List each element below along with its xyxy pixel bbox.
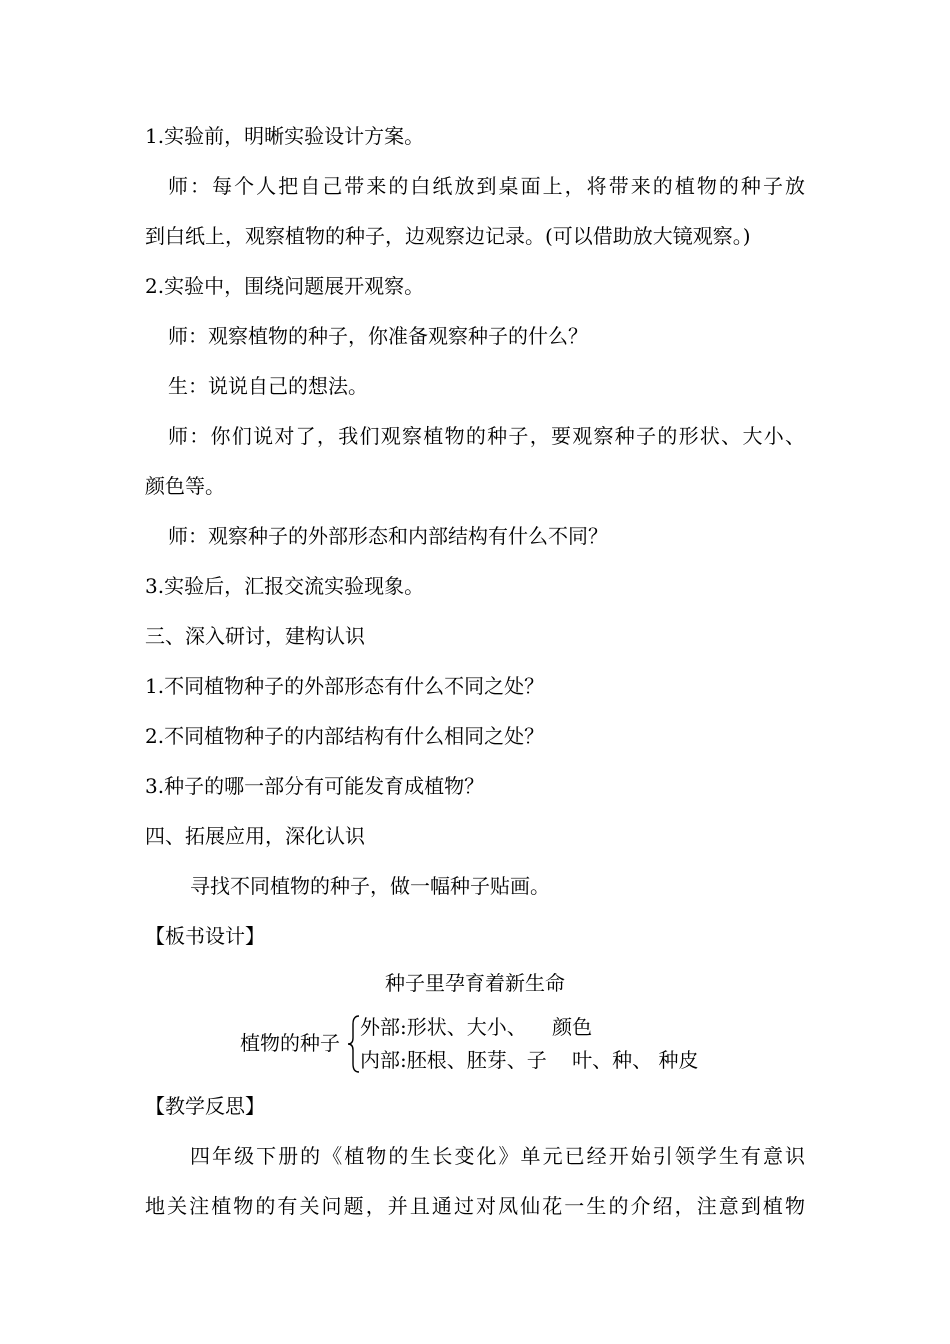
step-2-heading: 2.实验中，围绕问题展开观察。 <box>145 274 425 298</box>
teacher-summary-line-1: 师：你们说对了，我们观察植物的种子，要观察种子的形状、大小、 <box>168 424 805 448</box>
teacher-instruction-line-2: 到白纸上，观察植物的种子，边观察边记录。(可以借助放大镜观察。) <box>145 224 751 248</box>
reflection-line-1: 四年级下册的《植物的生长变化》单元已经开始引领学生有意识 <box>190 1144 805 1168</box>
question-2: 2.不同植物种子的内部结构有什么相同之处？ <box>145 724 545 748</box>
student-answer: 生：说说自己的想法。 <box>168 374 368 398</box>
question-3: 3.种子的哪一部分有可能发育成植物？ <box>145 774 485 798</box>
curly-brace-icon <box>347 1014 361 1074</box>
question-1: 1.不同植物种子的外部形态有什么不同之处？ <box>145 674 545 698</box>
board-title: 种子里孕育着新生命 <box>385 971 565 995</box>
step-3-heading: 3.实验后，汇报交流实验现象。 <box>145 574 425 598</box>
board-design-heading: 【板书设计】 <box>145 924 265 948</box>
section-4-heading: 四、拓展应用，深化认识 <box>145 824 365 848</box>
step-1-heading: 1.实验前，明晰实验设计方案。 <box>145 124 425 148</box>
section-3-heading: 三、深入研讨，建构认识 <box>145 624 365 648</box>
reflection-line-2: 地关注植物的有关问题，并且通过对凤仙花一生的介绍，注意到植物 <box>145 1194 805 1218</box>
board-outer-features: 外部:形状、大小、 颜色 <box>360 1015 593 1039</box>
teacher-question: 师：观察植物的种子，你准备观察种子的什么？ <box>168 324 588 348</box>
teacher-summary-line-2: 颜色等。 <box>145 474 225 498</box>
board-label: 植物的种子 <box>240 1031 340 1055</box>
extension-task: 寻找不同植物的种子，做一幅种子贴画。 <box>190 874 550 898</box>
teacher-instruction-line-1: 师：每个人把自己带来的白纸放到桌面上，将带来的植物的种子放 <box>168 174 805 198</box>
board-inner-structure: 内部:胚根、胚芽、子 叶、种、 种皮 <box>360 1048 699 1072</box>
reflection-heading: 【教学反思】 <box>145 1094 265 1118</box>
teacher-question-structure: 师：观察种子的外部形态和内部结构有什么不同？ <box>168 524 608 548</box>
